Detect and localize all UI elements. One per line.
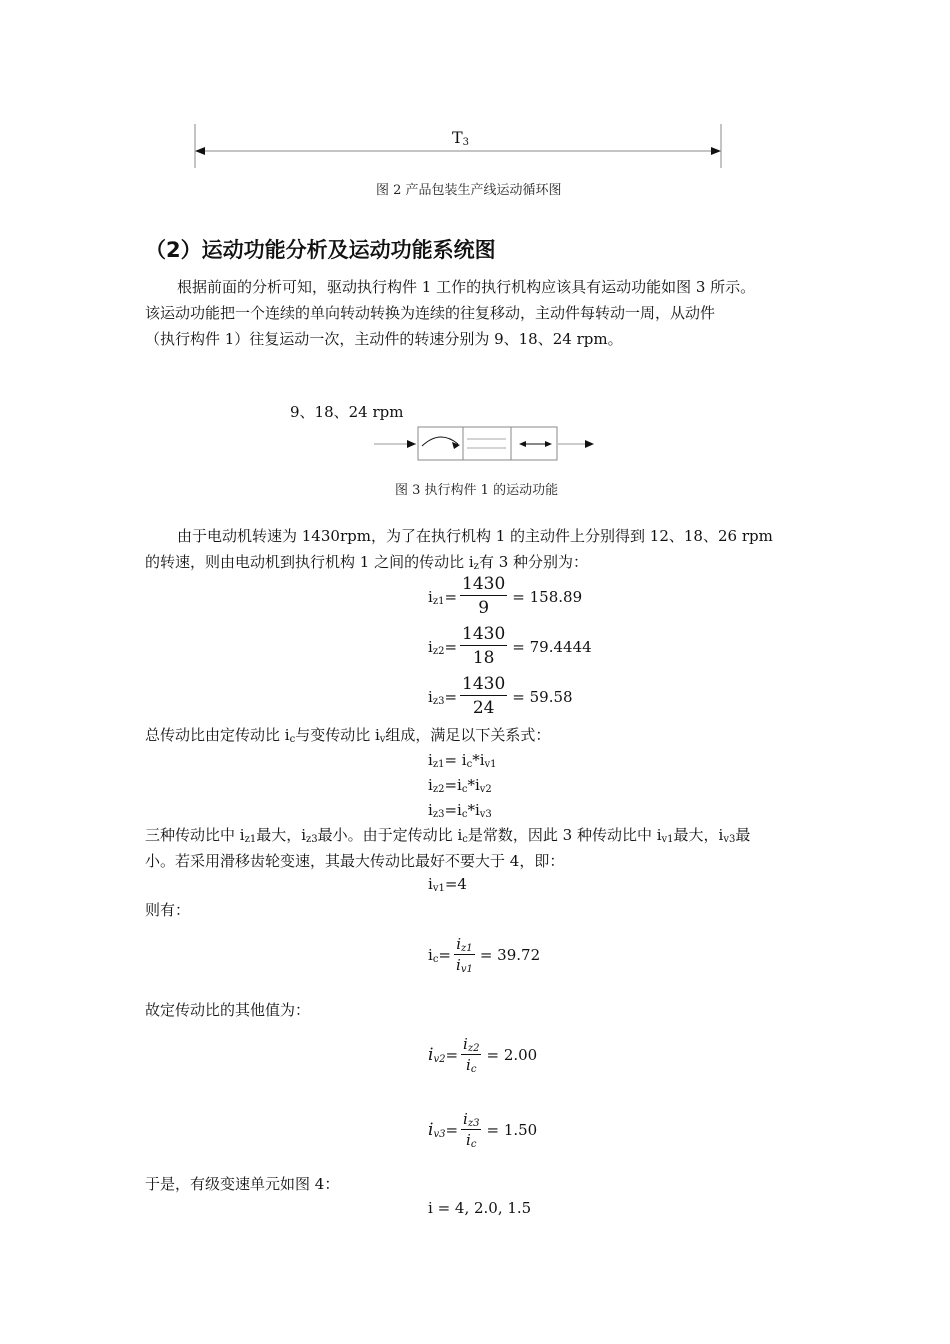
figure-2-caption: 图 2 产品包装生产线运动循环图 [376,183,562,198]
paragraph-4-line-2: 小。若采用滑移齿轮变速，其最大传动比最好不要大于 4，即： [145,852,565,870]
right-arrowhead-icon [711,147,721,155]
paragraph-2 [145,523,815,575]
paragraph-4 [145,822,815,874]
motion-function-diagram [370,424,610,464]
paragraph-1-line-2: 该运动功能把一个连续的单向转动转换为连续的往复移动，主动件每转动一周，从动件 [145,304,716,322]
other-values-text: 故定传动比的其他值为： [145,1001,311,1019]
relation-2: $i_{z2}=i_c*i_{v2}$ [428,776,492,795]
paragraph-1-line-3: （执行构件 1）往复运动一次，主动件的转速分别为 9、18、24 rpm。 [145,330,623,348]
paragraph-1 [145,274,815,352]
section-title: （2）运动功能分析及运动功能系统图 [145,238,496,262]
figure-2 [190,120,730,172]
relation-3: $i_{z3}=i_c*i_{v3}$ [428,801,492,820]
relation-1: $i_{z1}= i_c*i_{v1}$ [428,751,497,770]
rotation-arc-icon [422,437,458,446]
thus-text: 于是，有级变速单元如图 4： [145,1175,340,1193]
final-ratios: i = 4, 2.0, 1.5 [428,1199,532,1217]
paragraph-3: 总传动比由定传动比 $i_c$与变传动比 $i_v$组成，满足以下关系式： [145,726,551,745]
then-text: 则有： [145,901,191,919]
ratio-equation-1: $i_{z1}=$ $\frac{1430}{9}$ = 158.89 [428,574,583,618]
speed-label: 9、18、24 rpm [290,403,404,421]
ic-equation: $i_c=$ $\frac{i_{z1}}{i_{v1}}$ = 39.72 [428,935,541,975]
iv1-value: $i_{v1}=4$ [428,875,467,894]
input-arrow-icon [407,440,416,448]
figure-3 [370,424,610,464]
iv3-equation: $i_{v3}=$ $\frac{i_{z3}}{i_c}$ = 1.50 [428,1110,538,1150]
paragraph-1-line-1: 根据前面的分析可知，驱动执行构件 1 工作的执行机构应该具有运动功能如图 3 所示。 [177,278,756,296]
output-arrow-icon [585,440,594,448]
paragraph-2-line-1: 由于电动机转速为 1430rpm，为了在执行机构 1 的主动件上分别得到 12、18、26 rpm [177,527,773,545]
ratio-equation-2: $i_{z2}=$ $\frac{1430}{18}$ = 79.4444 [428,624,592,668]
cycle-label: $T_3$ [452,128,470,148]
figure-3-caption: 图 3 执行构件 1 的运动功能 [395,483,559,498]
paragraph-2-line-2: 的转速，则由电动机到执行机构 1 之间的传动比 $i_z$有 3 种分别为： [145,553,589,572]
paragraph-4-line-1: 三种传动比中 $i_{z1}$最大，$i_{z3}$最小。由于定传动比 $i_c$是常数，因此 3 种传动比中 $i_{v1}$最大，$i_{v3}$最 [145,826,751,845]
iv2-equation: $i_{v2}=$ $\frac{i_{z2}}{i_c}$ = 2.00 [428,1035,538,1075]
left-arrowhead-icon [195,147,205,155]
ratio-equation-3: $i_{z3}=$ $\frac{1430}{24}$ = 59.58 [428,674,573,718]
